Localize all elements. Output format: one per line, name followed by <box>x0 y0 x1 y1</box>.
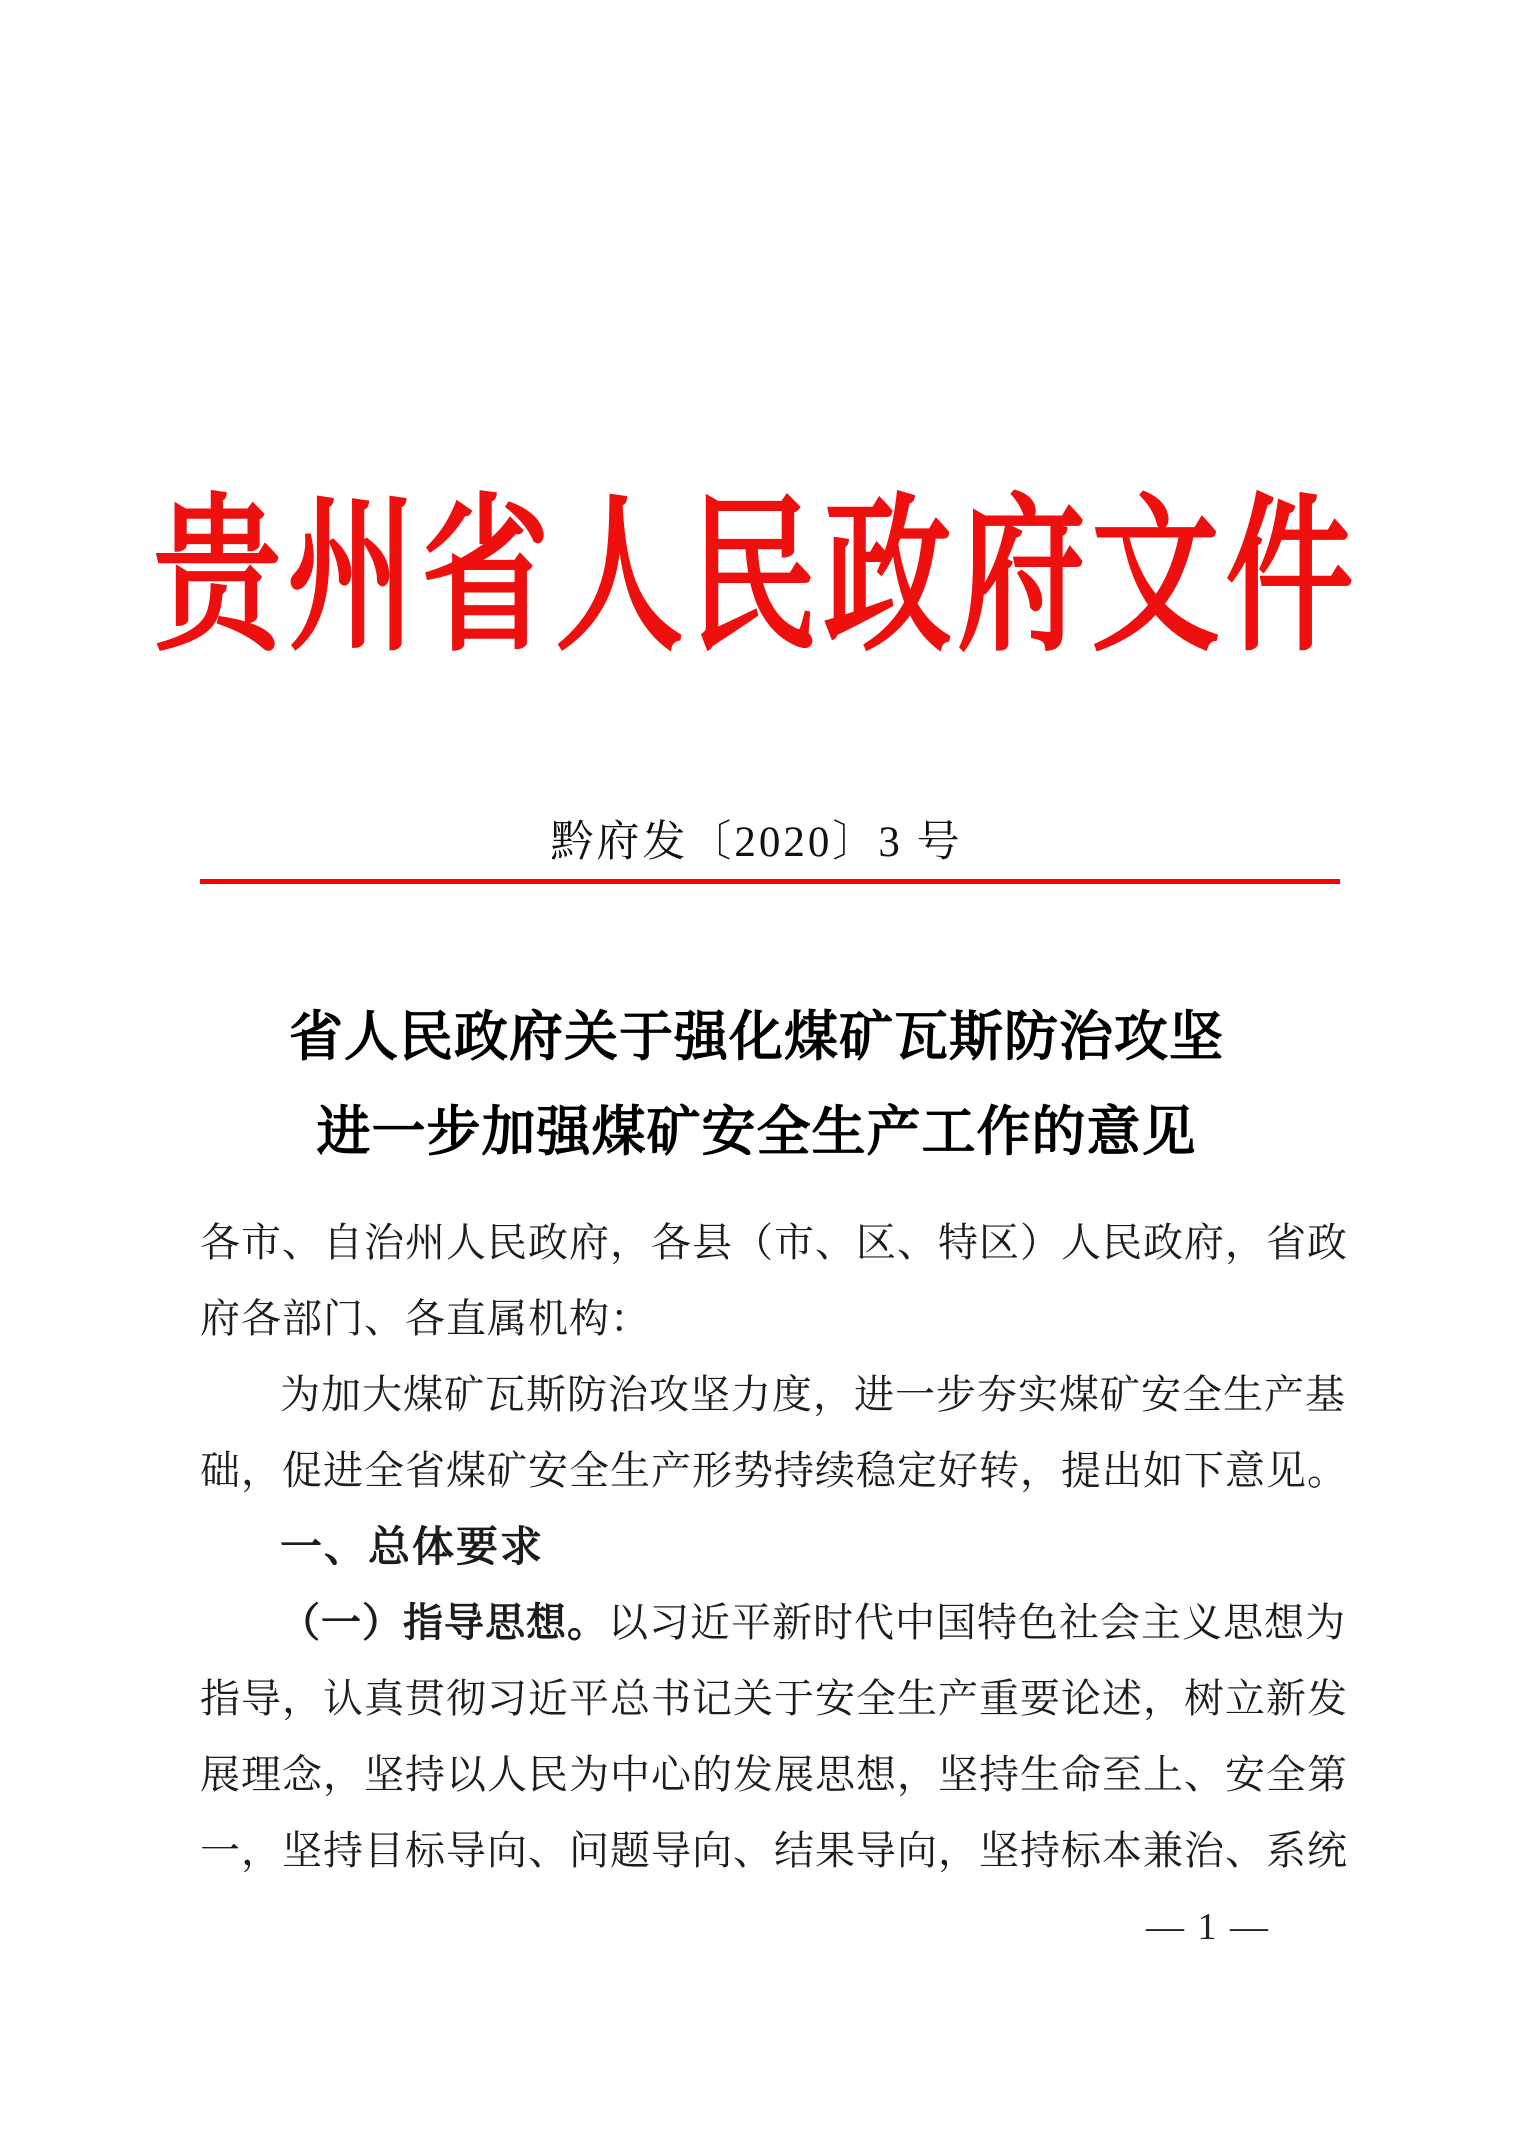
body-line-paragraph-4: 一，坚持目标导向、问题导向、结果导向，坚持标本兼治、系统 <box>200 1828 1348 1873</box>
body-line-paragraph-3: 展理念，坚持以人民为中心的发展思想，坚持生命至上、安全第 <box>200 1752 1348 1797</box>
paragraph-lead: （一）指导思想。 <box>280 1600 608 1645</box>
letterhead-banner-text: 贵州省人民政府文件 <box>153 484 1360 672</box>
body-line-salutation-1: 各市、自治州人民政府，各县（市、区、特区）人民政府，省政 <box>200 1220 1348 1265</box>
body-line-salutation-2: 府各部门、各直属机构： <box>200 1296 651 1341</box>
doc-number: 黔府发〔2020〕3 号 <box>550 819 963 866</box>
document-body <box>200 1205 1348 1889</box>
body-line-paragraph-2: 指导，认真贯彻习近平总书记关于安全生产重要论述，树立新发 <box>200 1676 1348 1721</box>
body-line-paragraph-start <box>200 1585 1346 1661</box>
section-heading: 一、总体要求 <box>280 1523 545 1570</box>
body-line-intro-2: 础，促进全省煤矿安全生产形势持续稳定好转，提出如下意见。 <box>200 1448 1348 1493</box>
document-title-line-1: 省人民政府关于强化煤矿瓦斯防治攻坚 <box>289 1007 1224 1067</box>
body-line-intro-1: 为加大煤矿瓦斯防治攻坚力度，进一步夯实煤矿安全生产基 <box>280 1372 1346 1417</box>
paragraph-text: 以习近平新时代中国特色社会主义思想为 <box>608 1600 1346 1645</box>
document-title-line-2: 进一步加强煤矿安全生产工作的意见 <box>316 1102 1197 1162</box>
red-divider-rule <box>200 879 1340 884</box>
page-number: — 1 — <box>1146 1906 1270 1948</box>
letterhead-banner <box>0 462 1513 672</box>
